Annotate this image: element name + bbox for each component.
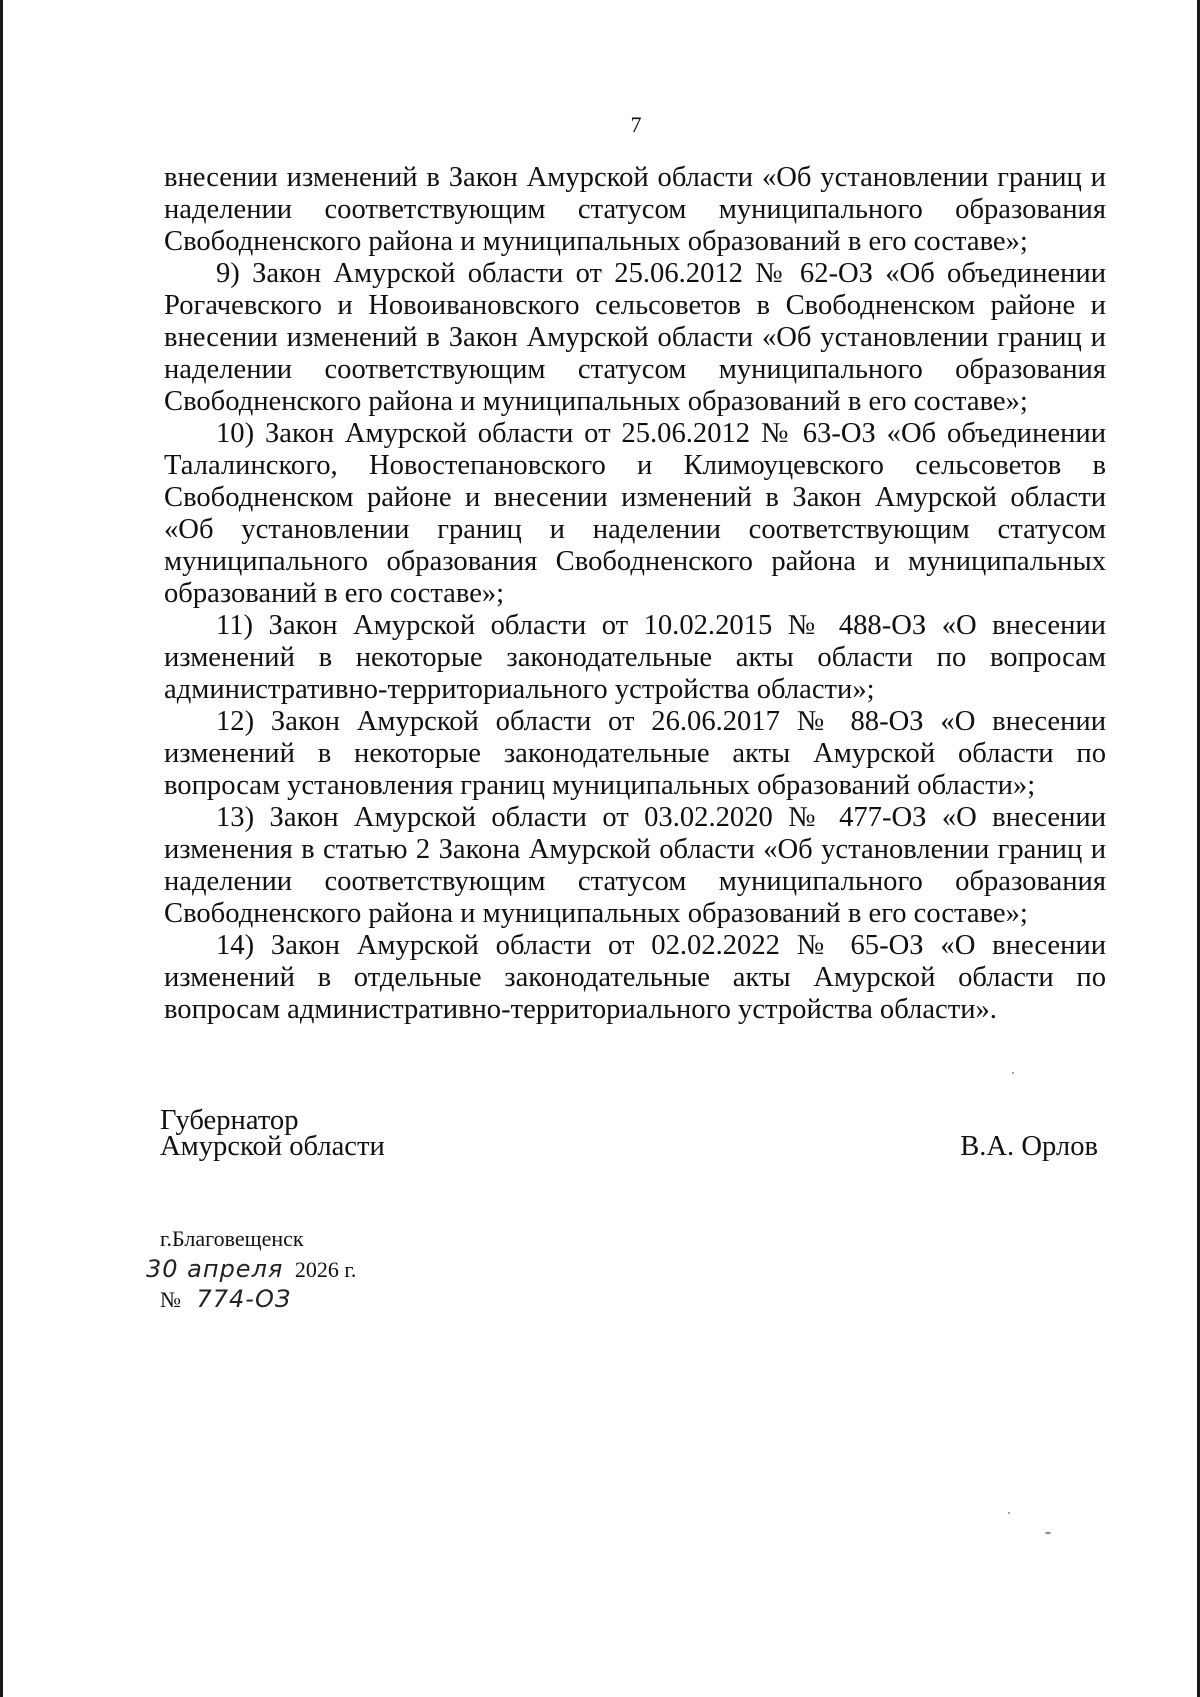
list-item-11: 11) Закон Амурской области от 10.02.2015 № 488-ОЗ «О внесении изменений в некоторые законодательные акты области по вопросам административно-территориального устройства области»;	[164, 610, 1106, 705]
issue-year: 2026 г.	[294, 1257, 357, 1282]
signatory-name: В.А. Орлов	[960, 1131, 1098, 1162]
issue-date-row	[146, 1254, 357, 1284]
scan-speck	[1008, 1512, 1010, 1514]
handwritten-date: 30 апреля	[146, 1255, 284, 1283]
list-item-10: 10) Закон Амурской области от 25.06.2012 № 63-ОЗ «Об объединении Талалинского, Новостепановского и Климоуцевского сельсоветов в Свободненском районе и внесении изменений в Закон Амурской области «Об установлении границ и наделении соответствующим статусом муниципального образования Свободненского района и муниципальных образований в его составе»;	[164, 418, 1106, 609]
scan-speck	[1012, 1072, 1014, 1074]
issue-number-row	[160, 1284, 356, 1314]
handwritten-law-number: 774-ОЗ	[196, 1285, 292, 1313]
signatory-post-line2: Амурской области	[160, 1131, 385, 1162]
list-item-12: 12) Закон Амурской области от 26.06.2017 № 88-ОЗ «О внесении изменений в некоторые законодательные акты Амурской области по вопросам установления границ муниципальных образований области»;	[164, 706, 1106, 801]
paragraph-continuation: внесении изменений в Закон Амурской области «Об установлении границ и наделении соответствующим статусом муниципального образования Свободненского района и муниципальных образований в его составе»;	[164, 162, 1106, 257]
number-sign: №	[160, 1287, 181, 1312]
signature-block	[160, 1105, 1106, 1162]
issue-city-row	[160, 1224, 356, 1254]
law-list-body	[164, 162, 1106, 1026]
issue-details	[146, 1224, 357, 1314]
list-item-9: 9) Закон Амурской области от 25.06.2012 № 62-ОЗ «Об объединении Рогачевского и Новоивановского сельсоветов в Свободненском районе и внесении изменений в Закон Амурской области «Об установлении границ и наделении соответствующим статусом муниципального образования Свободненского района и муниципальных образований в его составе»;	[164, 258, 1106, 417]
page-number: 7	[630, 112, 642, 137]
issue-city: г.Благовещенск	[160, 1226, 304, 1251]
list-item-13: 13) Закон Амурской области от 03.02.2020 № 477-ОЗ «О внесении изменения в статью 2 Закона Амурской области «Об установлении границ и наделении соответствующим статусом муниципального образования Свободненского района и муниципальных образований в его составе»;	[164, 802, 1106, 929]
scan-edge-left	[0, 0, 3, 1697]
signatory-post-line1: Губернатор	[160, 1105, 299, 1136]
list-item-14: 14) Закон Амурской области от 02.02.2022 № 65-ОЗ «О внесении изменений в отдельные законодательные акты Амурской области по вопросам административно-территориального устройства области».	[164, 930, 1106, 1025]
scan-speck	[1045, 1532, 1051, 1534]
